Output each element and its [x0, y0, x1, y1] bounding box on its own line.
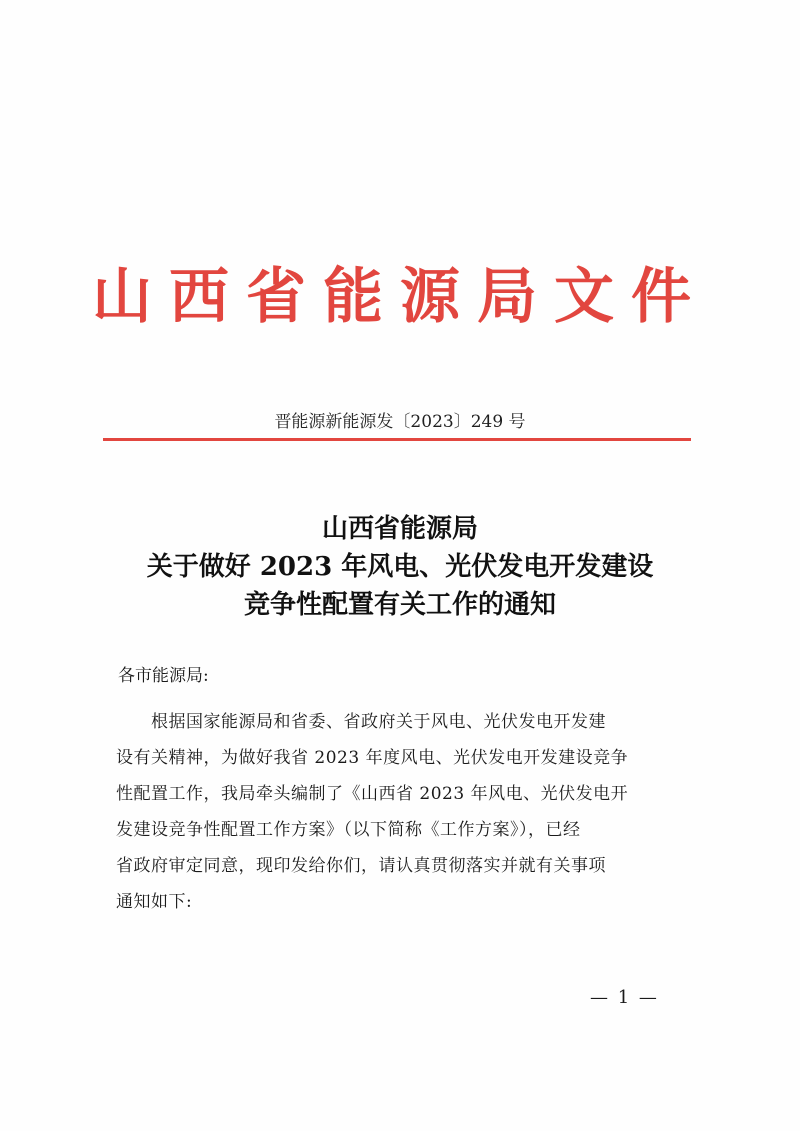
salutation: 各市能源局:: [118, 666, 209, 686]
body-line: 性配置工作，我局牵头编制了《山西省 2023 年风电、光伏发电开: [116, 784, 629, 804]
body-line: 根据国家能源局和省委、省政府关于风电、光伏发电开发建: [116, 712, 606, 732]
issuer-header-title: 山西省能源局文件: [92, 262, 708, 332]
body-line: 省政府审定同意，现印发给你们，请认真贯彻落实并就有关事项: [116, 856, 606, 876]
notice-title: [0, 510, 800, 624]
notice-title-line: 山西省能源局: [321, 514, 478, 544]
notice-title-line: 关于做好 2023 年风电、光伏发电开发建设: [146, 552, 654, 582]
body-line: 设有关精神，为做好我省 2023 年度风电、光伏发电开发建设竞争: [116, 748, 629, 768]
notice-title-line: 竞争性配置有关工作的通知: [243, 590, 556, 620]
document-number: 晋能源新能源发〔2023〕249 号: [274, 412, 526, 432]
body-paragraph: [116, 704, 696, 920]
page-number: — 1 —: [590, 987, 659, 1008]
body-line: 发建设竞争性配置工作方案》（以下简称《工作方案》），已经: [116, 820, 581, 840]
red-divider-line: [103, 438, 691, 441]
body-line: 通知如下:: [116, 892, 193, 912]
